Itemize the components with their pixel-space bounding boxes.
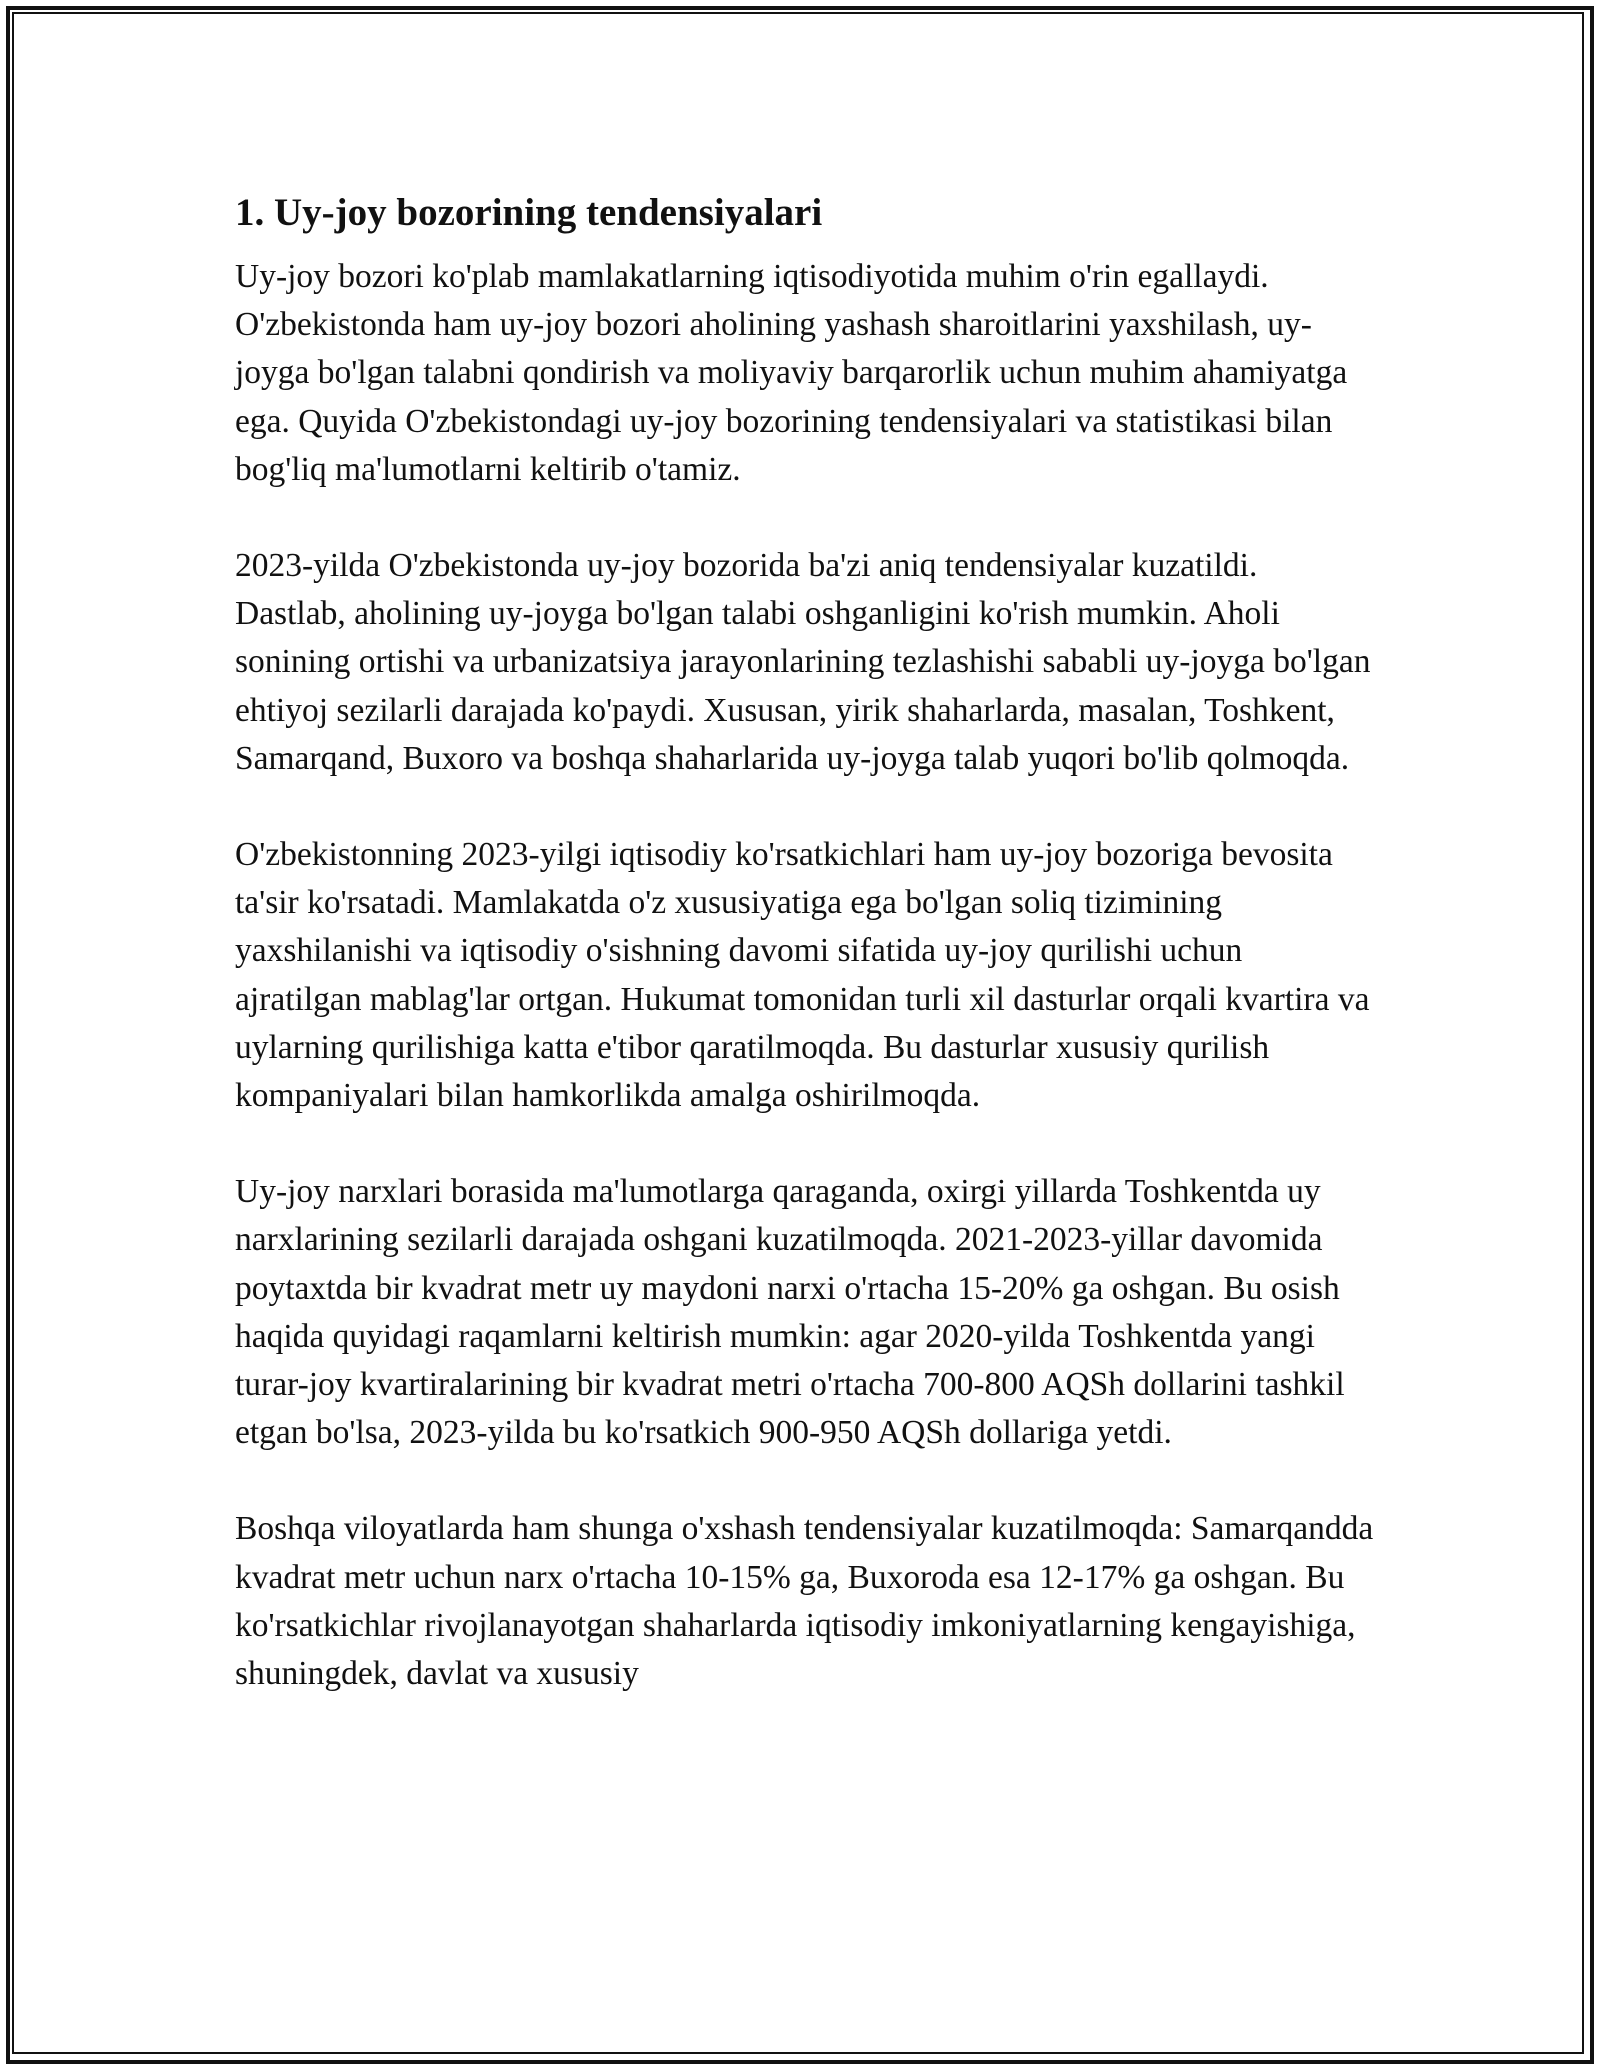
section-heading: 1. Uy-joy bozorining tendensiyalari	[235, 191, 823, 234]
paragraph-economic-indicators: O'zbekistonning 2023-yilgi iqtisodiy ko'rsatkichlari ham uy-joy bozoriga bevosita ta'sir ko'rsatadi. Mamlakatda o'z xususiyatiga ega bo'lgan soliq tizimining yaxshilanishi va iqtisodiy o'sishning davomi sifatida uy-joy qurilishi uchun ajratilgan mablag'lar ortgan. Hukumat tomonidan turli xil dasturlar orqali kvartira va uylarning qurilishiga katta e'tibor qaratilmoqda. Bu dasturlar xususiy qurilish kompaniyalari bilan hamkorlikda amalga oshirilmoqda.	[235, 836, 1370, 1115]
paragraph-demand-trends: 2023-yilda O'zbekistonda uy-joy bozorida ba'zi aniq tendensiyalar kuzatildi. Dastlab, aholining uy-joyga bo'lgan talabi oshganligini ko'rish mumkin. Aholi sonining ortishi va urbanizatsiya jarayonlarining tezlashishi sababli uy-joyga bo'lgan ehtiyoj sezilarli darajada ko'paydi. Xususan, yirik shaharlarda, masalan, Toshkent, Samarqand, Buxoro va boshqa shaharlarida uy-joyga talab yuqori bo'lib qolmoqda.	[235, 547, 1371, 777]
paragraph-intro: Uy-joy bozori ko'plab mamlakatlarning iqtisodiyotida muhim o'rin egallaydi. O'zbekistonda ham uy-joy bozori aholining yashash sharoitlarini yaxshilash, uy-joyga bo'lgan talabni qondirish va moliyaviy barqarorlik uchun muhim ahamiyatga ega. Quyida O'zbekistondagi uy-joy bozorining tendensiyalari va statistikasi bilan bog'liq ma'lumotlarni keltirib o'tamiz.	[235, 258, 1348, 488]
paragraph-price-trends: Uy-joy narxlari borasida ma'lumotlarga qaraganda, oxirgi yillarda Toshkentda uy narxlarining sezilarli darajada oshgani kuzatilmoqda. 2021-2023-yillar davomida poytaxtda bir kvadrat metr uy maydoni narxi o'rtacha 15-20% ga oshgan. Bu osish haqida quyidagi raqamlarni keltirish mumkin: agar 2020-yilda Toshkentda yangi turar-joy kvartiralarining bir kvadrat metri o'rtacha 700-800 AQSh dollarini tashkil etgan bo'lsa, 2023-yilda bu ko'rsatkich 900-950 AQSh dollariga yetdi.	[235, 1173, 1345, 1452]
document-body	[235, 185, 1375, 1698]
paragraph-regional-trends: Boshqa viloyatlarda ham shunga o'xshash tendensiyalar kuzatilmoqda: Samarqandda kvadrat metr uchun narx o'rtacha 10-15% ga, Buxoroda esa 12-17% ga oshgan. Bu ko'rsatkichlar rivojlanayotgan shaharlarda iqtisodiy imkoniyatlarning kengayishiga, shuningdek, davlat va xususiy	[235, 1510, 1374, 1693]
